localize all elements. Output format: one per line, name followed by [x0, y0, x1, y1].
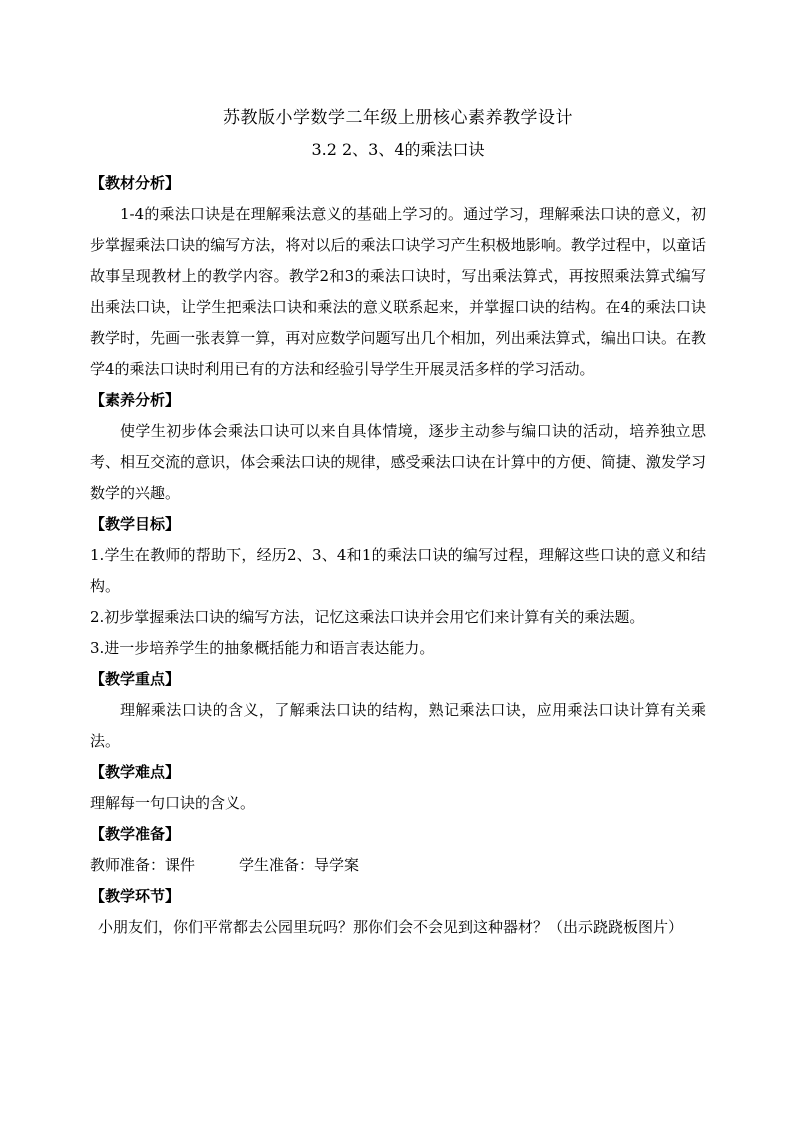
heading-key-points: 【教学重点】 [90, 670, 181, 688]
teacher-preparation: 教师准备：课件 [90, 856, 196, 874]
textbook-analysis-text: 1-4的乘法口诀是在理解乘法意义的基础上学习的。通过学习，理解乘法口诀的意义，初步掌握乘法口诀的编写方法，将对以后的乘法口诀学习产生积极地影响。教学过程中，以童话故事呈现教材上的教学内容。教学2和3的乘法口诀时，写出乘法算式，再按照乘法算式编写出乘法口诀，让学生把乘法口诀和乘法的意义联系起来，并掌握口诀的结构。在4的乘法口诀教学时，先画一张表算一算，再对应数学问题写出几个相加，列出乘法算式，编出口诀。在教学4的乘法口诀时利用已有的方法和经验引导学生开展灵活多样的学习活动。 [90, 205, 706, 378]
teaching-goal-3: 3.进一步培养学生的抽象概括能力和语言表达能力。 [90, 639, 435, 657]
heading-preparation: 【教学准备】 [90, 825, 181, 843]
document-page [90, 102, 706, 943]
heading-teaching-goals: 【教学目标】 [90, 515, 181, 533]
procedure-text: 小朋友们，你们平常都去公园里玩吗？那你们会不会见到这种器材？（出示跷跷板图片） [98, 918, 684, 936]
heading-procedure: 【教学环节】 [90, 887, 181, 905]
difficulties-text: 理解每一句口诀的含义。 [90, 794, 256, 812]
document-subtitle: 3.2 2、3、4的乘法口诀 [311, 140, 485, 159]
student-preparation: 学生准备：导学案 [239, 856, 360, 874]
preparation-line [90, 850, 706, 881]
heading-textbook-analysis: 【教材分析】 [90, 174, 181, 192]
teaching-goal-1: 1.学生在教师的帮助下，经历2、3、4和1的乘法口诀的编写过程，理解这些口诀的意义和结构。 [90, 546, 706, 595]
heading-difficulties: 【教学难点】 [90, 763, 181, 781]
key-points-text: 理解乘法口诀的含义，了解乘法口诀的结构，熟记乘法口诀，应用乘法口诀计算有关乘法。 [90, 701, 706, 750]
literacy-analysis-text: 使学生初步体会乘法口诀可以来自具体情境，逐步主动参与编口诀的活动，培养独立思考、相互交流的意识，体会乘法口诀的规律，感受乘法口诀在计算中的方便、简捷、激发学习数学的兴趣。 [90, 422, 706, 502]
document-title: 苏教版小学数学二年级上册核心素养教学设计 [223, 108, 573, 128]
heading-literacy-analysis: 【素养分析】 [90, 391, 181, 409]
teaching-goal-2: 2.初步掌握乘法口诀的编写方法，记忆这乘法口诀并会用它们来计算有关的乘法题。 [90, 608, 645, 626]
